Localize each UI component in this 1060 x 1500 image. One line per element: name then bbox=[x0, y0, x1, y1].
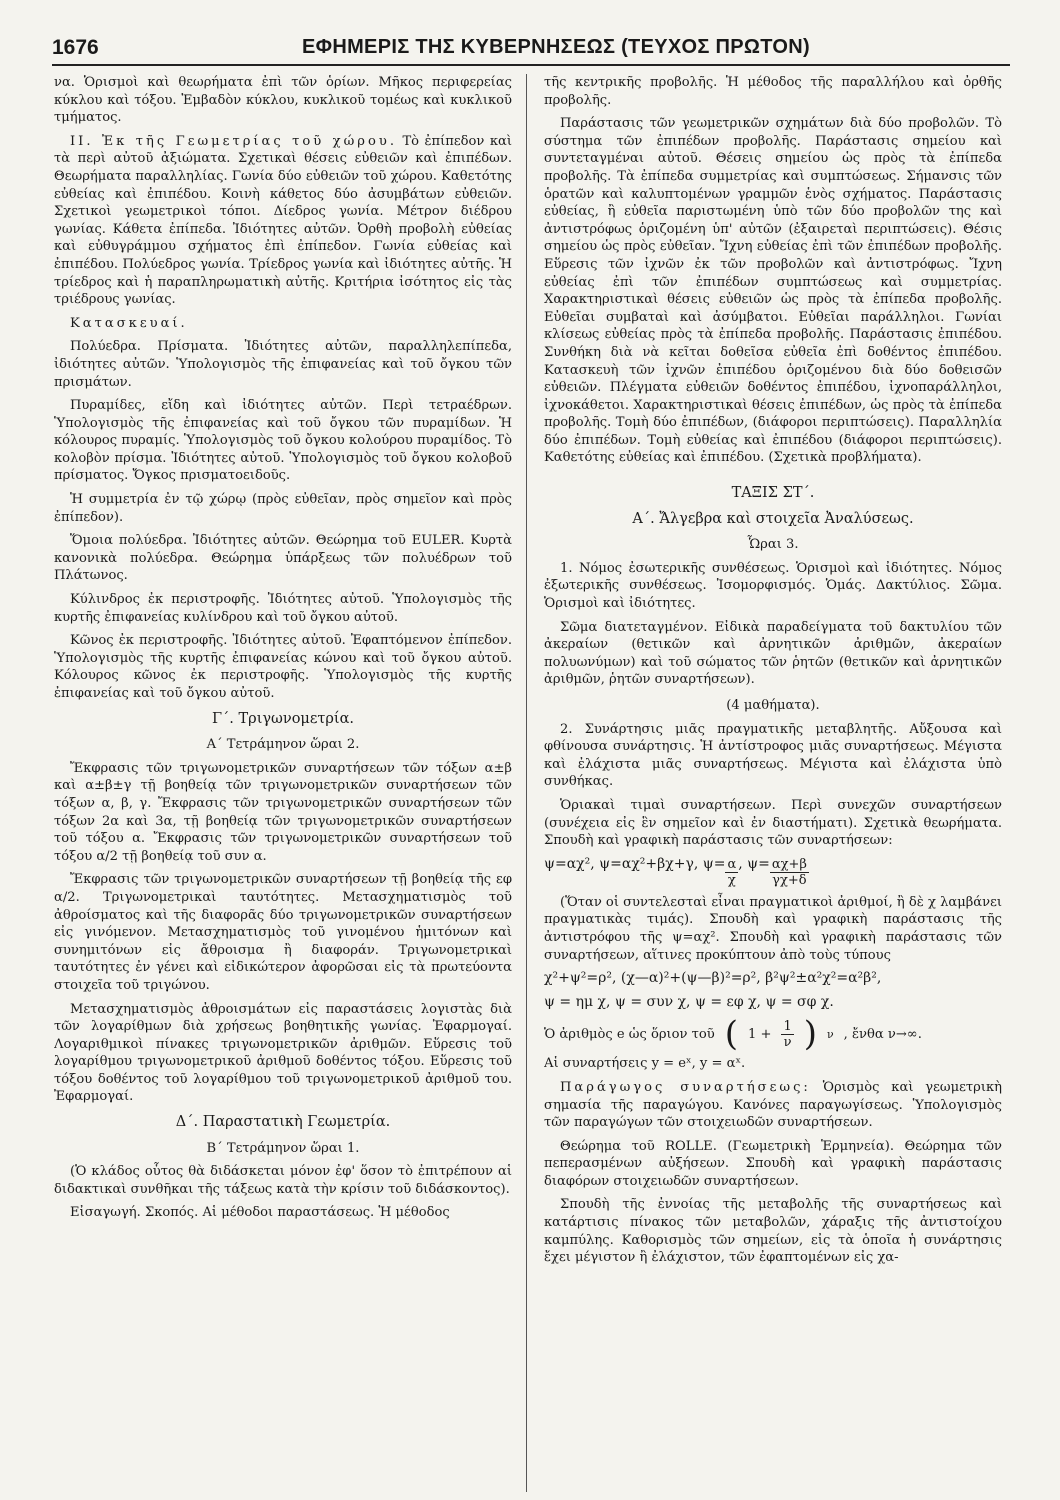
fraction bbox=[770, 857, 809, 888]
section-heading: ΙΙ. Ἐκ τῆς Γεωμετρίας τοῦ χώρου. bbox=[70, 133, 397, 149]
section-title: Α΄. Ἄλγεβρα καὶ στοιχεῖα Ἀναλύσεως. bbox=[632, 510, 914, 527]
formula-line: χ²+ψ²=ρ², (χ—α)²+(ψ—β)²=ρ², β²ψ²±α²χ²=α²β², bbox=[544, 970, 882, 987]
section-title: Δ΄. Παραστατικὴ Γεωμετρία. bbox=[175, 1114, 391, 1131]
paragraph: Θεώρημα τοῦ ROLLE. (Γεωμετρικὴ Ἑρμηνεία). Θεώρημα τῶν πεπερασμένων αὐξήσεων. Σπουδὴ καὶ γραφικὴ παράστασις διαφόρων στοιχειωδῶν συναρτήσεων. bbox=[544, 1138, 1002, 1189]
paragraph: τῆς κεντρικῆς προβολῆς. Ἡ μέθοδος τῆς παραλλήλου καὶ ὀρθῆς προβολῆς. bbox=[544, 75, 1002, 108]
paragraph: (Ὅταν οἱ συντελεσταὶ εἶναι πραγματικοὶ ἀριθμοί, ἢ δὲ χ λαμβάνει πραγματικὰς τιμάς). Σπουδὴ καὶ γραφικὴ παράστασις τῆς ἀντιστρόφου τῆς ψ=αχ². Σπουδὴ καὶ γραφικὴ παράστασις τῶν συναρτήσεων, αἵτινες προκύπτουν ἀπὸ τοὺς τύπους bbox=[544, 894, 1002, 963]
paragraph: Κῶνος ἐκ περιστροφῆς. Ἰδιότητες αὐτοῦ. Ἐφαπτόμενον ἐπίπεδον. Ὑπολογισμὸς τῆς κυρτῆς ἐπιφανείας κώνου καὶ τοῦ ὄγκου αὐτοῦ. Κόλουρος κῶνος ἐκ περιστροφῆς. Ὑπολογισμὸς τῆς κυρτῆς ἐπιφανείας καὶ τοῦ ὄγκου αὐτοῦ. bbox=[54, 633, 512, 701]
paragraph: Εἰσαγωγή. Σκοπός. Αἱ μέθοδοι παραστάσεως. Ἡ μέθοδος bbox=[70, 1205, 450, 1221]
page-header bbox=[52, 30, 1010, 64]
lessons-note: (4 μαθήματα). bbox=[726, 698, 820, 713]
paragraph: 1. Νόμος ἐσωτερικῆς συνθέσεως. Ὁρισμοὶ καὶ ἰδιότητες. Νόμος ἐξωτερικῆς συνθέσεως. Ἰσομορφισμός. Ὁμάς. Δακτύλιος. Σῶμα. Ὁρισμοὶ καὶ ἰδιότητες. bbox=[544, 560, 1002, 612]
class-heading: ΤΑΞΙΣ ΣΤ΄. bbox=[731, 485, 815, 502]
fraction-numerator: α bbox=[727, 856, 737, 872]
fraction bbox=[781, 1019, 793, 1050]
close-paren-icon: ) bbox=[803, 1014, 818, 1055]
section-subtitle: Α΄ Τετράμηνον ὥραι 2. bbox=[206, 737, 360, 753]
formula-line: ψ = ημ χ, ψ = συν χ, ψ = εφ χ, ψ = σφ χ. bbox=[544, 993, 834, 1010]
paragraph: Παράστασις τῶν γεωμετρικῶν σχημάτων διὰ δύο προβολῶν. Τὸ σύστημα τῶν ἐπιπέδων προβολῆς. Παράστασις σημείου καὶ συντεταγμέναι αὐτοῦ. Θέσεις σημείου ὡς πρὸς τὰ ἐπίπεδα προβολῆς. Τὰ ἐπίπεδα συμμετρίας καὶ συμπτώσεως. Σήμανσις τῶν ὁρατῶν καὶ καλυπτομένων γραμμῶν ἑνὸς σχήματος. Παράστασις εὐθείας, ἢ εὐθεῖα παριστωμένη ὑπὸ τῶν δύο προβολῶν της καὶ ἀντιστρόφως ὁριζομένη ὑπ' αὐτῶν (ἐξαιρεταὶ περιπτώσεις). Θέσις σημείου ὡς πρὸς εὐθεῖαν. Ἴχνη εὐθείας ἐπὶ τῶν ἐπιπέδων προβολῆς. Εὕρεσις τῶν ἰχνῶν ἐκ τῶν προβολῶν καὶ ἀντιστρόφως. Ἴχνη εὐθείας ἐπὶ τῶν ἐπιπέδων συμπτώσεως καὶ συμμετρίας. Χαρακτηριστικαὶ θέσεις εὐθειῶν ὡς πρὸς τὰ ἐπίπεδα προβολῆς. Εὐθεῖαι συμβαταὶ καὶ ἀσύμβατοι. Εὐθεῖαι παράλληλοι. Γωνίαι κλίσεως εὐθείας πρὸς τὰ ἐπίπεδα προβολῆς. Παράστασις ἐπιπέδου. Συνθήκη διὰ νὰ κεῖται δοθεῖσα εὐθεῖα ἐπὶ δοθέντος ἐπιπέδου. Κατασκευὴ τῶν ἰχνῶν ἐπιπέδου ὁριζομένου διὰ δύο δοθεισῶν εὐθειῶν. Πλέγματα εὐθειῶν δοθέντος ἐπιπέδου, ἰχνοπαράλληλοι, ἰχνοκάθετοι. Χαρακτηριστικαὶ θέσεις ἐπιπέδων, ὡς πρὸς τὰ ἐπίπεδα προβολῆς. Τομὴ δύο ἐπιπέδων, (διάφοροι περιπτώσεις). Παραλληλία δύο ἐπιπέδων. Τομὴ εὐθείας καὶ ἐπιπέδου (διάφοροι περιπτώσεις). Καθετότης εὐθείας καὶ ἐπιπέδου. (Σχετικὰ προβλήματα). bbox=[544, 116, 1002, 466]
running-head: ΕΦΗΜΕΡΙΣ ΤΗΣ ΚΥΒΕΡΝΗΣΕΩΣ (ΤΕΥΧΟΣ ΠΡΩΤΟΝ) bbox=[302, 36, 810, 58]
formula-part: ψ=αχ², ψ=αχ²+βχ+γ, ψ= bbox=[544, 855, 726, 872]
limit-formula bbox=[544, 1014, 1002, 1055]
paragraph: Ἔκφρασις τῶν τριγωνομετρικῶν συναρτήσεων τῇ βοηθείᾳ τῆς εφ α/2. Τριγωνομετρικαὶ ταυτότητες. Μετασχηματισμὸς τοῦ ἀθροίσματος καὶ τῆς διαφορᾶς δύο τριγωνομετρικῶν συναρτήσεων εἰς γινόμενον. Μετασχηματισμὸς τοῦ γινομένου ἡμιτόνων καὶ συνημιτόνων εἰς ἄθροισμα ἢ διαφοράν. Τριγωνομετρικαὶ ταυτότητες ἐν γένει καὶ εἰδικώτερον ἀφορῶσαι εἰς τὰ πρωτεύοντα στοιχεῖα τοῦ τριγώνου. bbox=[54, 872, 512, 993]
paragraph bbox=[54, 133, 512, 309]
right-column bbox=[544, 74, 1002, 1494]
formula-part: , ψ= bbox=[738, 855, 770, 872]
paragraph: Μετασχηματισμὸς ἀθροισμάτων εἰς παραστάσεις λογιστὰς διὰ τῶν λογαρίθμων διὰ χρήσεως βοηθητικῆς γωνίας. Ἐφαρμογαί. Λογαριθμικοὶ πίνακες τριγωνομετρικῶν ἀριθμῶν. Εὕρεσις τοῦ λογαρίθμου τριγωνομετρικοῦ ἀριθμοῦ δοθέντος τόξου. Εὕρεσις τοῦ τόξου δοθέντος τοῦ λογαρίθμου τοῦ τριγωνομετρικοῦ ἀριθμοῦ του. Ἐφαρμογαί. bbox=[54, 1001, 512, 1105]
paragraph: Κύλινδρος ἐκ περιστροφῆς. Ἰδιότητες αὐτοῦ. Ὑπολογισμὸς τῆς κυρτῆς ἐπιφανείας κυλίνδρου καὶ τοῦ ὄγκου αὐτοῦ. bbox=[54, 592, 512, 625]
limit-one: 1 + bbox=[748, 1026, 772, 1042]
paragraph: να. Ὁρισμοὶ καὶ θεωρήματα ἐπὶ τῶν ὁρίων. Μῆκος περιφερείας κύκλου καὶ τόξου. Ἐμβαδὸν κύκλου, κυκλικοῦ τομέως καὶ κυκλικοῦ τμήματος. bbox=[54, 75, 512, 126]
fraction-denominator: ν bbox=[783, 1034, 792, 1050]
paragraph: 2. Συνάρτησις μιᾶς πραγματικῆς μεταβλητῆς. Αὔξουσα καὶ φθίνουσα συνάρτησις. Ἡ ἀντίστροφος μιᾶς συναρτήσεως. Μέγιστα καὶ ἐλάχιστα μιᾶς συναρτήσεως. Μέγιστα καὶ ἐλάχιστα ὑπὸ συνθήκας. bbox=[544, 721, 1002, 790]
paragraph: Σπουδὴ τῆς ἐννοίας τῆς μεταβολῆς τῆς συναρτήσεως καὶ κατάρτισις πίνακος τῶν μεταβολῶν, χάραξις τῆς ἀντιστοίχου καμπύλης. Καθορισμὸς τῶν σημείων, εἰς τὰ ὁποῖα ἡ συνάρτησις ἔχει μέγιστον ἢ ἐλάχιστον, τῶν ἐφαπτομένων εἰς χα- bbox=[544, 1197, 1002, 1266]
page-number: 1676 bbox=[52, 36, 99, 59]
paragraph: Ἔκφρασις τῶν τριγωνομετρικῶν συναρτήσεων τῶν τόξων α±β καὶ α±β±γ τῇ βοηθείᾳ τῶν τριγωνομετρικῶν συναρτήσεων τῶν τόξων α, β, γ. Ἔκφρασις τῶν τριγωνομετρικῶν συναρτήσεων τῶν τόξων 2α καὶ 3α, τῇ βοηθείᾳ τῶν τριγωνομετρικῶν συναρτήσεων τοῦ τόξου α. Ἔκφρασις τῶν τριγωνομετρικῶν συναρτήσεων τοῦ τόξου α/2 τῇ βοηθείᾳ τοῦ συν α. bbox=[54, 760, 512, 864]
spaced-heading: Παράγωγος συναρτήσεως: bbox=[560, 1079, 811, 1095]
limit-tail: , ἔνθα ν→∞. bbox=[843, 1026, 922, 1042]
header-rule bbox=[52, 64, 1010, 66]
fraction-denominator: γχ+δ bbox=[772, 872, 807, 888]
paragraph: (Ὁ κλάδος οὗτος θὰ διδάσκεται μόνον ἐφ' ὅσον τὸ ἐπιτρέπουν αἱ διδακτικαὶ συνθῆκαι τῆς τάξεως κατὰ τὴν κρίσιν τοῦ διδάσκοντος). bbox=[54, 1164, 512, 1197]
paragraph: Αἱ συναρτήσεις y = eˣ, y = αˣ. bbox=[544, 1056, 746, 1072]
section-subtitle: Β΄ Τετράμηνον ὥραι 1. bbox=[206, 1140, 360, 1156]
fraction-numerator: 1 bbox=[783, 1018, 792, 1034]
section-subtitle: Ὧραι 3. bbox=[747, 537, 799, 553]
paragraph: Ὅμοια πολύεδρα. Ἰδιότητες αὐτῶν. Θεώρημα τοῦ EULER. Κυρτὰ κανονικὰ πολύεδρα. Θεώρημα ὑπάρξεως τῶν πολυέδρων τοῦ Πλάτωνος. bbox=[54, 533, 512, 584]
paragraph bbox=[544, 1079, 1002, 1132]
fraction bbox=[725, 857, 738, 888]
fraction-denominator: χ bbox=[727, 872, 736, 888]
paragraph: Ὁριακαὶ τιμαὶ συναρτήσεων. Περὶ συνεχῶν συναρτήσεων (συνέχεια εἰς ἓν σημεῖον καὶ ἐν διαστήματι). Σχετικὰ θεωρήματα. Σπουδὴ καὶ γραφικὴ παράστασις τῶν συναρτήσεων: bbox=[544, 797, 1002, 849]
paragraph-text: Τὸ ἐπίπεδον καὶ τὰ περὶ αὐτοῦ ἀξιώματα. Σχετικαὶ θέσεις εὐθειῶν καὶ ἐπιπέδων. Θεωρήματα παραλληλίας. Γωνία δύο εὐθειῶν τοῦ χώρου. Καθετότης εὐθείας καὶ ἐπιπέδου. Κοινὴ κάθετος δύο ἀσυμβάτων εὐθειῶν. Σχετικοὶ γεωμετρικοὶ τόποι. Δίεδρος γωνία. Μέτρον διέδρου γωνίας. Κάθετα ἐπίπεδα. Ἰδιότητες αὐτῶν. Ὀρθὴ προβολὴ εὐθείας καὶ εὐθυγράμμου σχήματος ἐπὶ ἐπίπεδον. Γωνία εὐθείας καὶ ἐπιπέδου. Πολύεδρος γωνία. Τρίεδρος γωνία καὶ ἰδιότητες αὐτῆς. Ἡ τρίεδρος καὶ ἡ παραπληρωματικὴ αὐτῆς. Κριτήρια ἰσότητος εἰς τὰς τριέδρους γωνίας. bbox=[54, 133, 512, 308]
function-formula bbox=[544, 856, 1002, 888]
paragraph-text: Ὁρισμὸς καὶ γεωμετρικὴ σημασία τῆς παραγώγου. Κανόνες παραγωγίσεως. Ὑπολογισμὸς τῶν παραγώγων τῶν στοιχειωδῶν συναρτήσεων. bbox=[544, 1079, 1002, 1131]
open-paren-icon: ( bbox=[724, 1014, 739, 1055]
paragraph: Σῶμα διατεταγμένον. Εἰδικὰ παραδείγματα τοῦ δακτυλίου τῶν ἀκεραίων (θετικῶν καὶ ἀρνητικῶν ἀριθμῶν, ἀκεραίων πολυωνύμων) καὶ τοῦ σώματος τῶν ῥητῶν (θετικῶν καὶ ἀρνητικῶν ἀριθμῶν, ῥητῶν συναρτήσεων). bbox=[544, 619, 1002, 688]
limit-exponent: ν bbox=[827, 1027, 834, 1041]
paragraph: Πυραμίδες, εἴδη καὶ ἰδιότητες αὐτῶν. Περὶ τετραέδρων. Ὑπολογισμὸς τῆς ἐπιφανείας καὶ τοῦ ὄγκου τῶν πυραμίδων. Ἡ κόλουρος πυραμίς. Ὑπολογισμὸς τοῦ ὄγκου κολούρου πυραμίδος. Τὸ κολοβὸν πρίσμα. Ἰδιότητες αὐτοῦ. Ὑπολογισμὸς τοῦ ὄγκου κολοβοῦ πρίσματος. Ὄγκος πρισματοειδοῦς. bbox=[54, 398, 512, 484]
paragraph: Ἡ συμμετρία ἐν τῷ χώρῳ (πρὸς εὐθεῖαν, πρὸς σημεῖον καὶ πρὸς ἐπίπεδον). bbox=[54, 492, 512, 525]
paragraph: Πολύεδρα. Πρίσματα. Ἰδιότητες αὐτῶν, παραλληλεπίπεδα, ἰδιότητες αὐτῶν. Ὑπολογισμὸς τῆς ἐπιφανείας καὶ τοῦ ὄγκου τῶν πρισμάτων. bbox=[54, 339, 512, 390]
section-title: Γ΄. Τριγωνομετρία. bbox=[211, 710, 354, 727]
left-column bbox=[54, 74, 512, 1494]
limit-text: Ὁ ἀριθμὸς e ὡς ὅριον τοῦ bbox=[544, 1026, 715, 1042]
subsection-heading: Κατασκευαί. bbox=[70, 315, 188, 331]
column-rule bbox=[526, 74, 527, 1492]
fraction-numerator: αχ+β bbox=[771, 856, 807, 872]
